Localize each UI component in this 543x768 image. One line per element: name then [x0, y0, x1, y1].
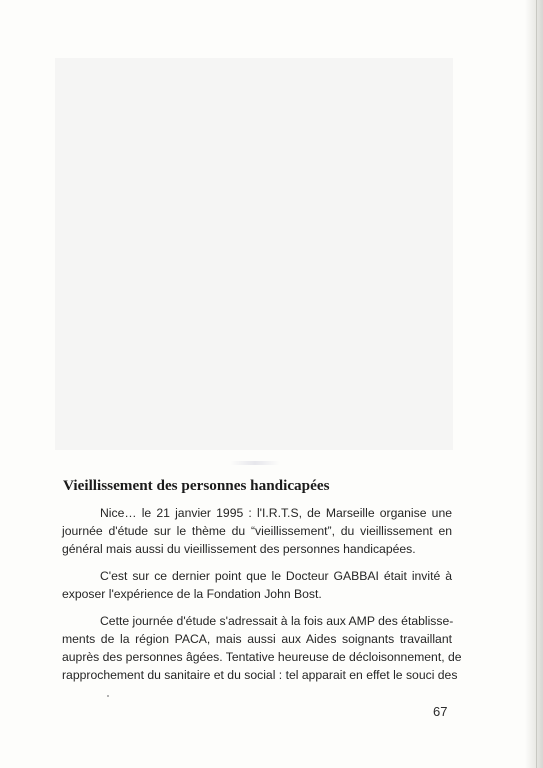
- body-text: [62, 504, 462, 693]
- section-heading: Vieillissement des personnes handicapées: [63, 477, 330, 494]
- text-line: ments de la région PACA, mais aussi aux Aides soignants travaillant: [62, 632, 452, 646]
- photo-placeholder: [55, 58, 453, 450]
- page-edge-shadow: [525, 0, 543, 768]
- text-line: Cette journée d'étude s'adressait à la fois aux AMP des établisse-: [100, 614, 454, 628]
- paragraph-3: [62, 612, 462, 684]
- text-line: rapprochement du sanitaire et du social : tel apparait en effet le souci des: [62, 668, 458, 682]
- photo-caption-smudge: [230, 461, 280, 465]
- text-line: Nice… le 21 janvier 1995 : l'I.R.T.S, de Marseille organise une: [100, 506, 452, 520]
- page-number: 67: [433, 704, 448, 719]
- text-line: général mais aussi du vieillissement des personnes handicapées.: [62, 542, 416, 556]
- text-line: auprès des personnes âgées. Tentative heureuse de décloisonnement, de: [62, 650, 462, 664]
- paragraph-1: [62, 504, 452, 558]
- text-line: journée d'étude sur le thème du “vieillissement”, du vieillissement en: [62, 524, 452, 538]
- scan-speck: [107, 695, 109, 697]
- page-edge-line: [536, 0, 537, 768]
- text-line: C'est sur ce dernier point que le Docteur GABBAI était invité à: [100, 569, 452, 583]
- paragraph-2: [62, 567, 452, 603]
- text-line: exposer l'expérience de la Fondation John Bost.: [62, 587, 322, 601]
